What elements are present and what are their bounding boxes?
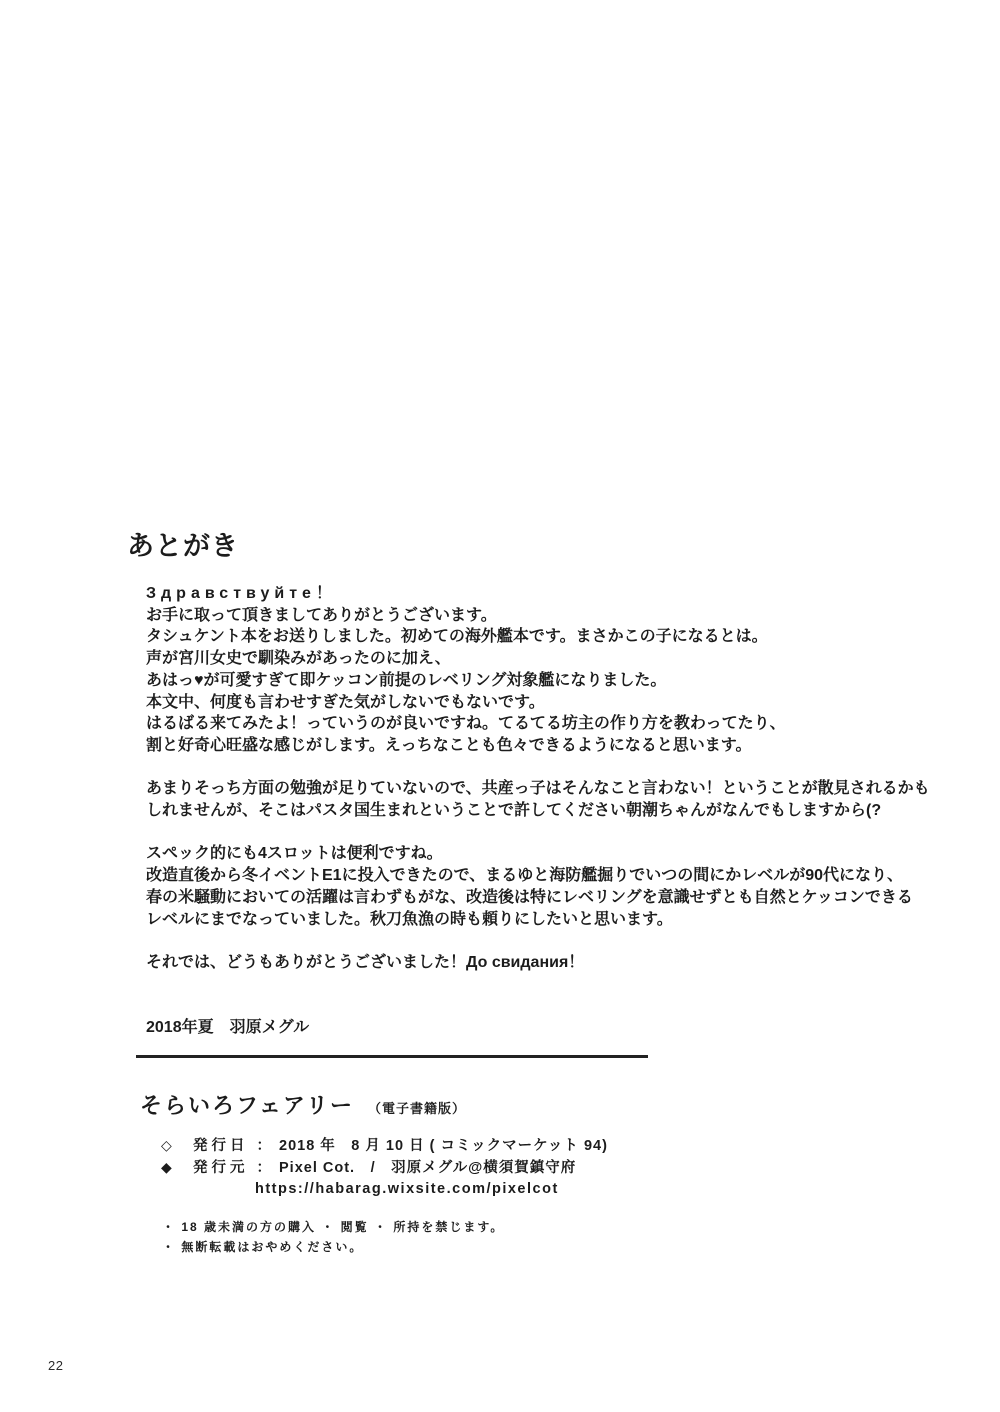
colophon-rows [161,1134,608,1200]
body-line: あまりそっち方面の勉強が足りていないので、共産っ子はそんなこと言わない！ということが散見されるかも [146,780,930,798]
body-line: 本文中、何度も言わせすぎた気がしないでもないです。 [146,693,545,711]
book-title: そらいろフェアリー [140,1093,355,1118]
body-line: はるばる来てみたよ！っていうのが良いですね。てるてる坊主の作り方を教わってたり、 [146,715,786,733]
note-no-reprint: ・ 無断転載はおやめください。 [162,1240,364,1254]
body-line: タシュケント本をお送りしました。初めての海外艦本です。まさかこの子になるとは。 [146,628,768,646]
colophon-value: 2018 年 8 月 10 日 ( コミックマーケット 94) [279,1138,608,1154]
divider-line [136,1055,648,1058]
body-line: 改造直後から冬イベントE1に投入できたので、まるゆと海防艦掘りでいつの間にかレベルが90代になり、 [146,867,904,885]
note-age-restriction: ・ 18 歳未満の方の購入 ・ 閲覧 ・ 所持を禁じます。 [162,1220,505,1234]
body-line: あはっ♥が可愛すぎて即ケッコン前提のレベリング対象艦になりました。 [146,671,667,689]
paragraph-farewell [146,952,986,974]
book-title-row [140,1089,466,1120]
paragraph-specs [146,843,986,930]
book-edition: （電子書籍版） [368,1101,467,1116]
colophon-label: 発行元 [193,1160,249,1176]
colophon-value: Pixel Cot. / 羽原メグル@横須賀鎮守府 [279,1160,577,1176]
colophon-row-publish-date [161,1134,608,1156]
colophon-label: 発行日 [193,1138,249,1154]
page-number: 22 [48,1358,64,1373]
afterword-body [146,583,986,1038]
colophon-notes [162,1217,504,1257]
paragraph-greeting [146,583,986,757]
afterword-title: あとがき [127,531,239,561]
diamond-outline-icon: ◇ [161,1137,172,1153]
body-line: Здравствуйте！ [146,585,337,602]
body-line: 声が宮川女史で馴染みがあったのに加え、 [146,650,451,668]
colophon-row-publisher [161,1156,608,1178]
body-line: お手に取って頂きましてありがとうございます。 [146,606,497,624]
colophon-colon: ： [256,1138,271,1154]
body-line: しれませんが、そこはパスタ国生まれということで許してください朝潮ちゃんがなんでもしますから(? [146,802,882,820]
publisher-url: https://habarag.wixsite.com/pixelcot [255,1181,559,1197]
body-line: スペック的にも4スロットは便利ですね。 [146,845,443,863]
colophon-colon: ： [256,1160,271,1176]
author-signature: 2018年夏 羽原メグル [146,1018,310,1036]
body-line: レベルにまでなっていました。秋刀魚漁の時も頼りにしたいと思います。 [146,910,673,928]
body-line: 割と好奇心旺盛な感じがします。えっちなことも色々できるようになると思います。 [146,736,752,754]
diamond-filled-icon: ◆ [161,1159,172,1175]
body-line: 春の米騒動においての活躍は言わずもがな、改造後は特にレベリングを意識せずとも自然とケッコンできる [146,888,913,906]
body-line: それでは、どうもありがとうございました！До свидания！ [146,953,585,971]
paragraph-apology [146,778,986,821]
